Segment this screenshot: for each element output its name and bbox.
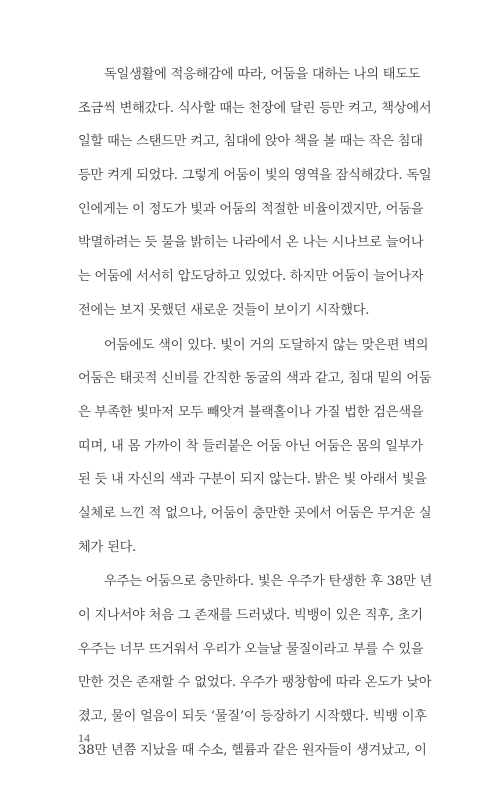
- text-line: 박멸하려는 듯 불을 밝히는 나라에서 온 나는 시나브로 늘어나: [78, 235, 424, 251]
- text-line: 38만 년쯤 지났을 때 수소, 헬륨과 같은 원자들이 생겨났고, 이: [78, 742, 427, 758]
- text-line: 조금씩 변해갔다. 식사할 때는 천장에 달린 등만 켜고, 책상에서: [78, 100, 432, 116]
- body-text: [78, 58, 433, 768]
- text-line: 된 듯 내 자신의 색과 구분이 되지 않는다. 밝은 빛 아래서 빛을: [78, 472, 427, 488]
- text-line: 띠며, 내 몸 가까이 착 들러붙은 어둠 아닌 어둠은 몸의 일부가: [78, 438, 423, 454]
- text-line: 실체로 느낀 적 없으나, 어둠이 충만한 곳에서 어둠은 무거운 실: [78, 505, 432, 521]
- paragraph-1: [78, 58, 430, 328]
- text-line: 인에게는 이 정도가 빛과 어둠의 적절한 비율이겠지만, 어둠을: [78, 201, 424, 217]
- text-line: 우주는 너무 뜨거워서 우리가 오늘날 물질이라고 부를 수 있을: [78, 641, 424, 657]
- paragraph-2: [78, 329, 430, 565]
- text-line: 일할 때는 스탠드만 켜고, 침대에 앉아 책을 볼 때는 작은 침대: [78, 134, 423, 150]
- text-line: 졌고, 물이 얼음이 되듯 ‘물질’이 등장하기 시작했다. 빅뱅 이후: [78, 709, 427, 725]
- paragraph-3: [78, 565, 433, 767]
- page-number: 14: [78, 731, 90, 745]
- text-line: 이 지나서야 처음 그 존재를 드러냈다. 빅뱅이 있은 직후, 초기: [78, 608, 423, 623]
- text-line: 우주는 어둠으로 충만하다. 빛은 우주가 탄생한 후 38만 년: [104, 574, 433, 590]
- text-line: 어둠은 태곳적 신비를 간직한 동굴의 색과 같고, 침대 밑의 어둠: [78, 371, 432, 387]
- text-line: 어둠에도 색이 있다. 빛이 거의 도달하지 않는 맞은편 벽의: [104, 337, 429, 353]
- text-line: 전에는 보지 못했던 새로운 것들이 보이기 시작했다.: [78, 302, 370, 318]
- text-line: 체가 된다.: [78, 539, 137, 555]
- text-line: 등만 켜게 되었다. 그렇게 어둠이 빛의 영역을 잠식해갔다. 독일: [78, 168, 432, 184]
- text-line: 는 어둠에 서서히 압도당하고 있었다. 하지만 어둠이 늘어나자: [78, 269, 424, 285]
- text-line: 만한 것은 존재할 수 없었다. 우주가 팽창함에 따라 온도가 낮아: [78, 675, 432, 691]
- text-line: 은 부족한 빛마저 모두 빼앗겨 블랙홀이나 가질 법한 검은색을: [78, 404, 424, 420]
- text-line: 독일생활에 적응해감에 따라, 어둠을 대하는 나의 태도도: [104, 67, 421, 82]
